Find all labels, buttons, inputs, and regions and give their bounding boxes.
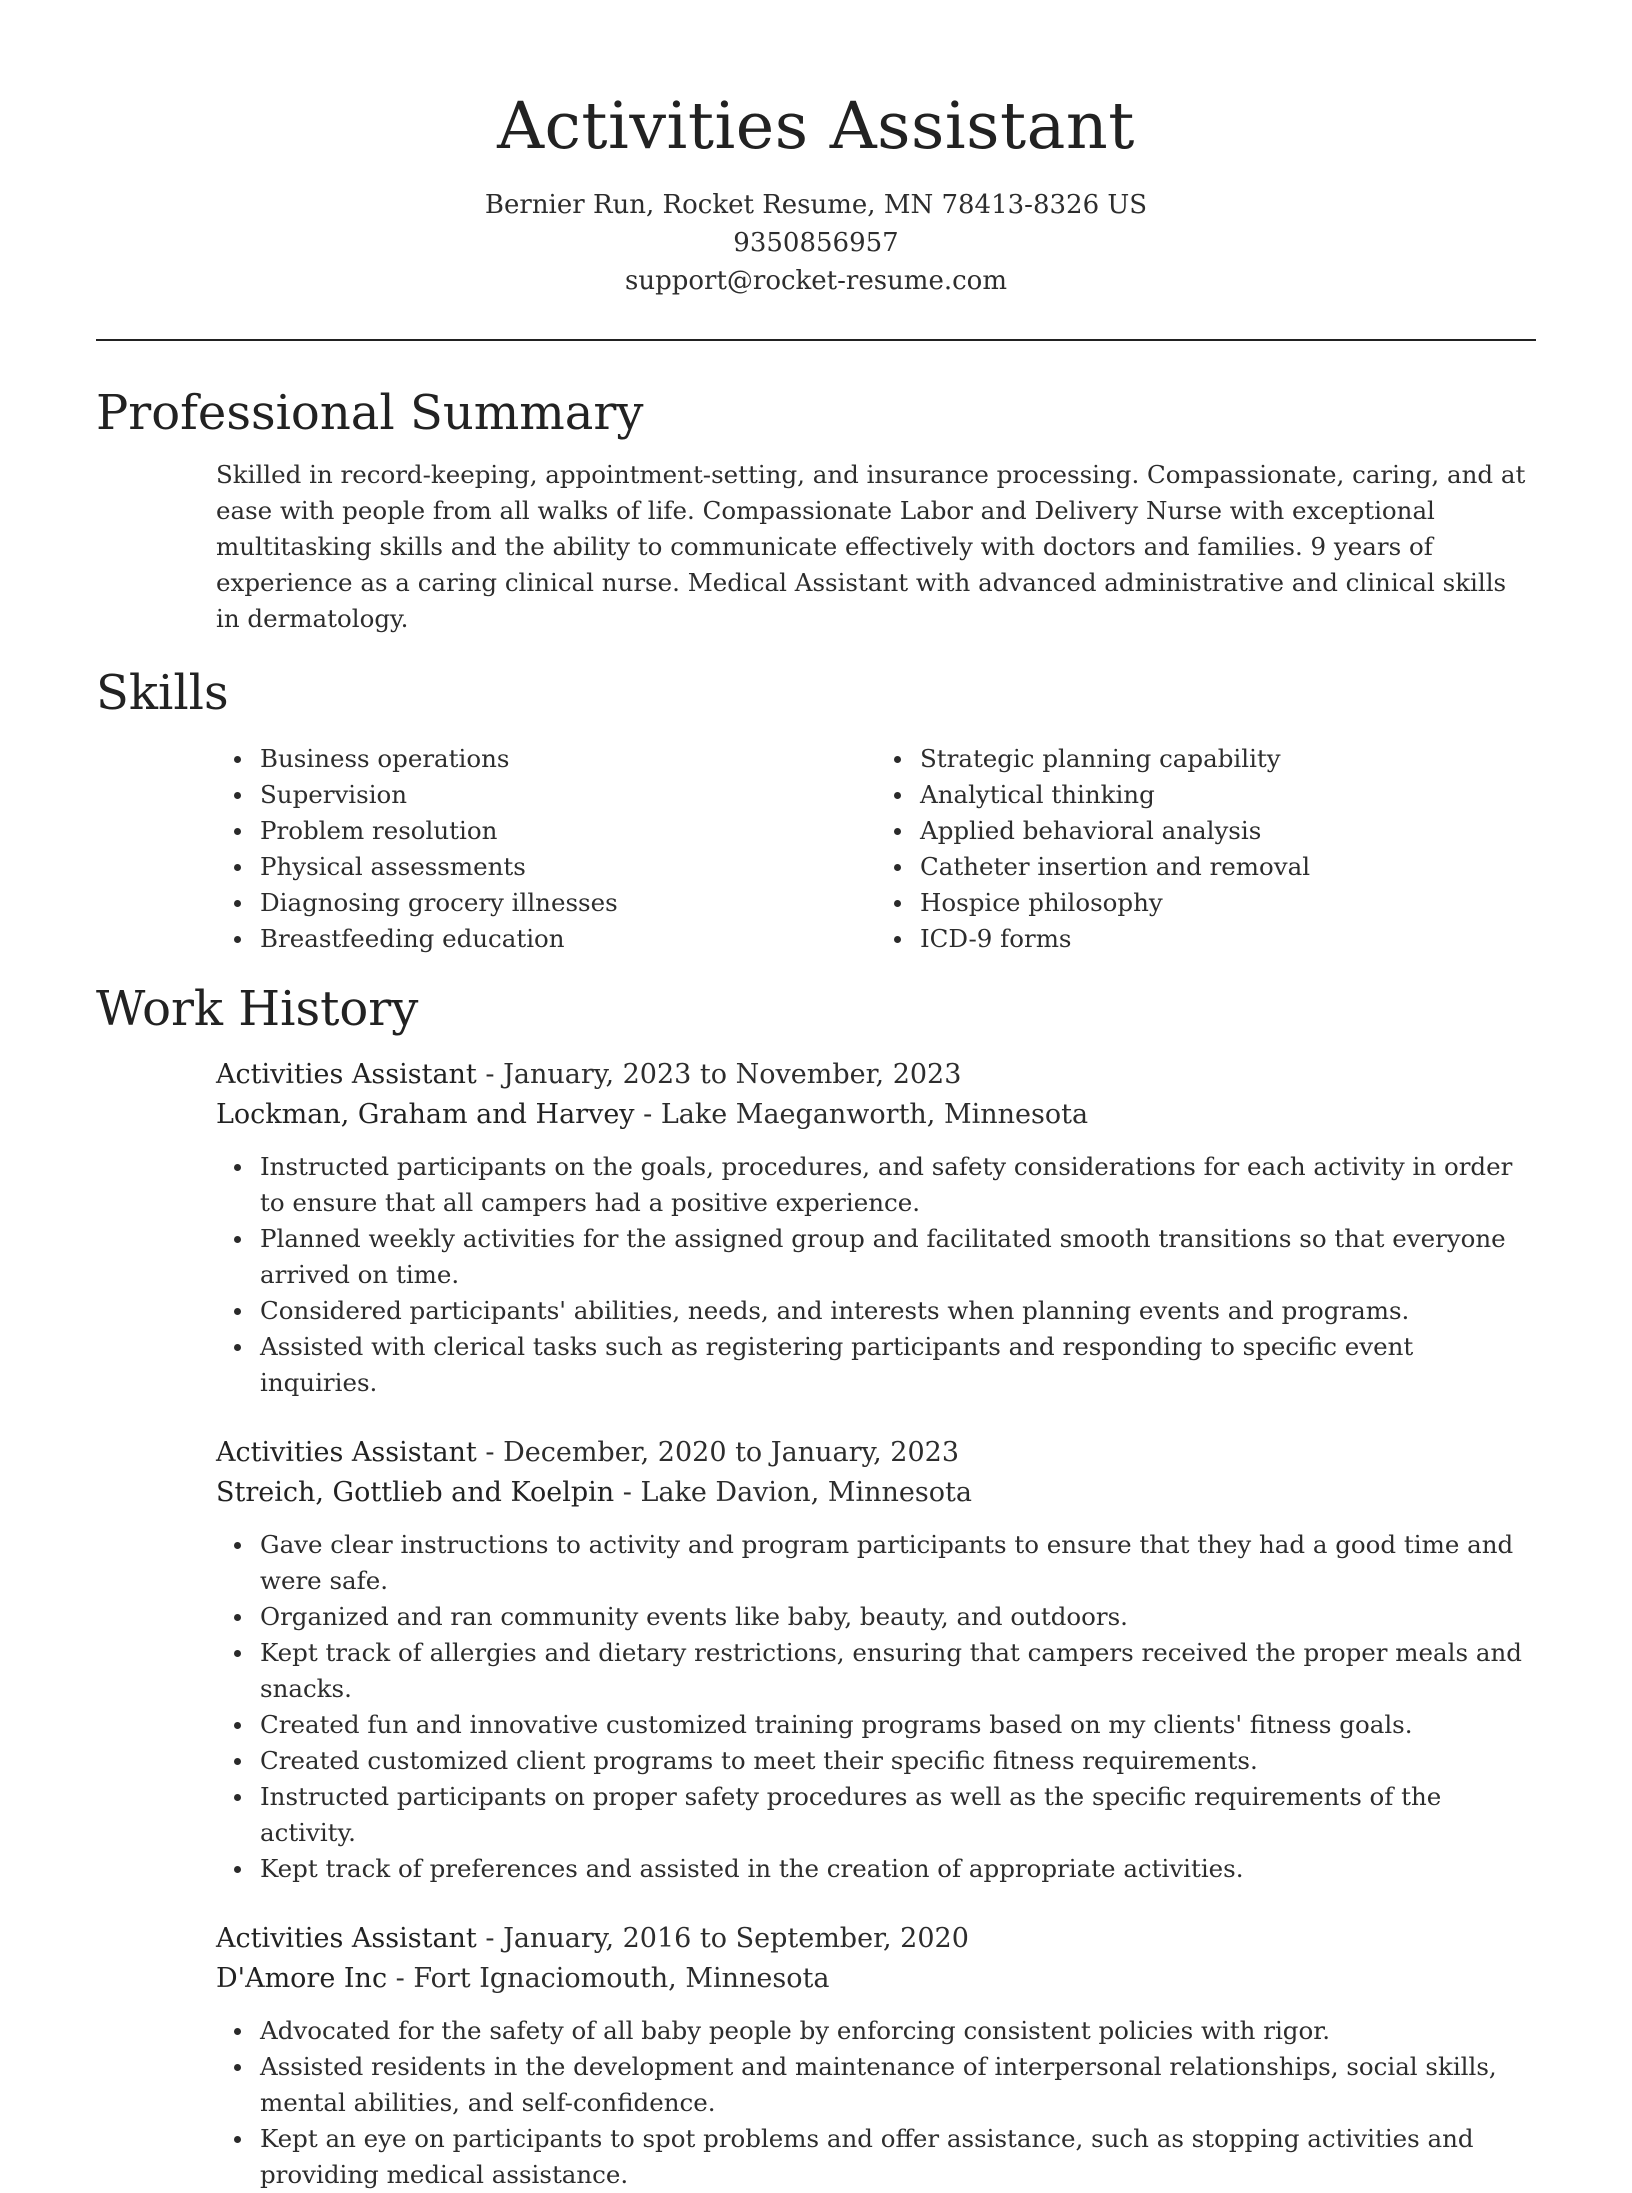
email: support@rocket-resume.com <box>624 266 1007 296</box>
skills-heading: Skills <box>96 665 229 721</box>
job-location: Fort Ignaciomouth, Minnesota <box>413 1963 830 1994</box>
job-dates: January, 2016 to September, 2020 <box>503 1923 969 1954</box>
job-company: D'Amore Inc <box>216 1963 388 1994</box>
skill-item: ICD-9 forms <box>920 921 1536 957</box>
job-bullets <box>216 1527 1536 1887</box>
work-history-heading: Work History <box>96 981 419 1037</box>
job-entry <box>216 1055 1536 1401</box>
skill-item: Business operations <box>260 741 876 777</box>
job-role: Activities Assistant <box>216 1059 477 1090</box>
job-location: Lake Davion, Minnesota <box>640 1477 972 1508</box>
job-company-line <box>216 1473 1536 1513</box>
skill-item: Problem resolution <box>260 813 876 849</box>
skill-item: Breastfeeding education <box>260 921 876 957</box>
summary-section <box>96 381 1536 637</box>
skills-list-right <box>876 741 1536 957</box>
separator: - <box>476 1059 504 1090</box>
job-title-line <box>216 1055 1536 1095</box>
job-bullet: Kept track of allergies and dietary restrictions, ensuring that campers received the proper meals and snacks. <box>260 1635 1536 1707</box>
job-bullet: Instructed participants on proper safety procedures as well as the specific requirements of the activity. <box>260 1779 1536 1851</box>
separator: - <box>476 1437 504 1468</box>
skill-item: Catheter insertion and removal <box>920 849 1536 885</box>
phone: 9350856957 <box>733 228 899 258</box>
address: Bernier Run, Rocket Resume, MN 78413-8326 US <box>484 190 1148 220</box>
job-bullet: Considered participants' abilities, needs, and interests when planning events and programs. <box>260 1293 1536 1329</box>
skills-list-left <box>216 741 876 957</box>
skill-item: Analytical thinking <box>920 777 1536 813</box>
job-entry <box>216 1919 1536 2193</box>
skill-item: Physical assessments <box>260 849 876 885</box>
job-bullet: Instructed participants on the goals, procedures, and safety considerations for each activity in order to ensure that all campers had a positive experience. <box>260 1149 1536 1221</box>
job-bullet: Advocated for the safety of all baby people by enforcing consistent policies with rigor. <box>260 2013 1536 2049</box>
contact-info <box>96 186 1536 300</box>
job-dates: January, 2023 to November, 2023 <box>503 1059 962 1090</box>
resume-name: Activities Assistant <box>497 89 1135 164</box>
job-bullet: Kept track of preferences and assisted in the creation of appropriate activities. <box>260 1851 1536 1887</box>
job-bullet: Kept an eye on participants to spot problems and offer assistance, such as stopping activities and providing medical assistance. <box>260 2121 1536 2193</box>
work-history-section <box>96 977 1536 2193</box>
summary-heading: Professional Summary <box>96 385 644 441</box>
job-bullet: Assisted residents in the development and maintenance of interpersonal relationships, social skills, mental abilities, and self-confidence. <box>260 2049 1536 2121</box>
job-company: Streich, Gottlieb and Koelpin <box>216 1477 615 1508</box>
separator: - <box>476 1923 504 1954</box>
job-location: Lake Maeganworth, Minnesota <box>660 1099 1089 1130</box>
skill-item: Hospice philosophy <box>920 885 1536 921</box>
summary-text: Skilled in record-keeping, appointment-setting, and insurance processing. Compassionate, caring, and at ease with people from all walks of life. Compassionate Labor and Delivery Nurse with exceptional multitasking skills and the ability to communicate effectively with doctors and families. 9 years of experience as a caring clinical nurse. Medical Assistant with advanced administrative and clinical skills in dermatology. <box>216 460 1526 633</box>
job-bullet: Created fun and innovative customized training programs based on my clients' fitness goals. <box>260 1707 1536 1743</box>
job-role: Activities Assistant <box>216 1437 477 1468</box>
separator: - <box>634 1099 661 1130</box>
separator: - <box>614 1477 641 1508</box>
skill-item: Applied behavioral analysis <box>920 813 1536 849</box>
job-title-line <box>216 1433 1536 1473</box>
job-company-line <box>216 1959 1536 1999</box>
skill-item: Diagnosing grocery illnesses <box>260 885 876 921</box>
job-bullet: Gave clear instructions to activity and program participants to ensure that they had a good time and were safe. <box>260 1527 1536 1599</box>
job-title-line <box>216 1919 1536 1959</box>
resume-page <box>96 0 1536 2193</box>
job-bullet: Created customized client programs to meet their specific fitness requirements. <box>260 1743 1536 1779</box>
skills-section <box>96 661 1536 957</box>
skill-item: Supervision <box>260 777 876 813</box>
header-divider <box>96 339 1536 341</box>
resume-header <box>96 0 1536 300</box>
job-bullet: Organized and ran community events like baby, beauty, and outdoors. <box>260 1599 1536 1635</box>
job-bullets <box>216 2013 1536 2193</box>
skills-columns <box>216 741 1536 957</box>
job-company: Lockman, Graham and Harvey <box>216 1099 635 1130</box>
job-dates: December, 2020 to January, 2023 <box>503 1437 960 1468</box>
job-role: Activities Assistant <box>216 1923 477 1954</box>
separator: - <box>387 1963 414 1994</box>
skill-item: Strategic planning capability <box>920 741 1536 777</box>
job-bullets <box>216 1149 1536 1401</box>
job-bullet: Planned weekly activities for the assigned group and facilitated smooth transitions so that everyone arrived on time. <box>260 1221 1536 1293</box>
job-company-line <box>216 1095 1536 1135</box>
job-entry <box>216 1433 1536 1887</box>
job-bullet: Assisted with clerical tasks such as registering participants and responding to specific event inquiries. <box>260 1329 1536 1401</box>
